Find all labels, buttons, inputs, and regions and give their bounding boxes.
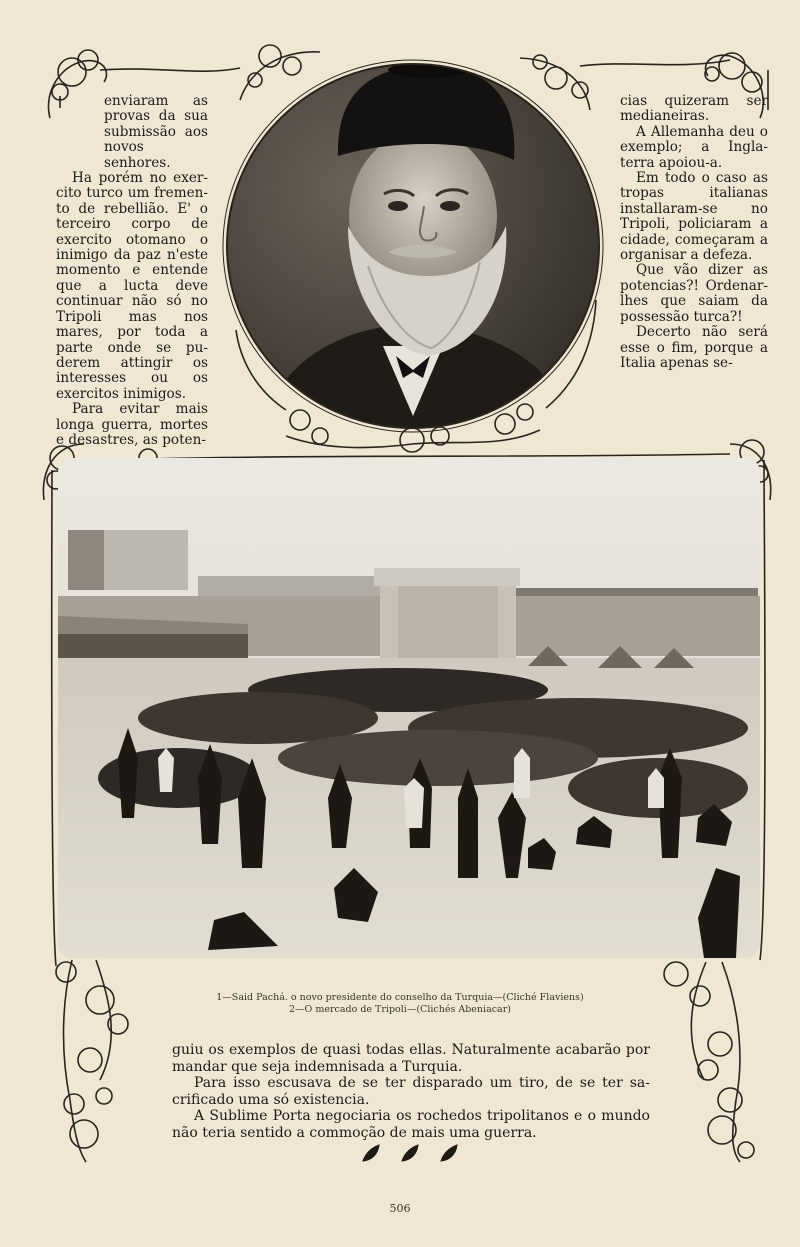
left-text-column bbox=[56, 94, 208, 448]
caption-portrait: 1—Said Pachá. o novo presidente do conselho da Turquia—(Cliché Flaviens) bbox=[216, 992, 584, 1003]
left-paragraph-3: Para evitar mais longa guerra, mortes e desastres, as poten- bbox=[56, 401, 208, 448]
right-paragraph-4: Que vão dizer as potencias?! Ordenar-lhes que saiam da possessão turca?! bbox=[620, 262, 768, 325]
photo-captions bbox=[150, 992, 650, 1016]
portrait-photo bbox=[218, 56, 608, 436]
page-number: 506 bbox=[389, 1202, 411, 1215]
bottom-paragraph-2: Para isso escusava de se ter disparado um tiro, de se ter sacrificado uma só existencia. bbox=[172, 1075, 650, 1108]
market-photo bbox=[58, 458, 760, 958]
right-paragraph-3: Em todo o caso as tropas italianas installaram-se no Tripoli, policiaram a cidade, começaram a organisar a defeza. bbox=[620, 170, 768, 264]
bottom-paragraph-1: guiu os exemplos de quasi todas ellas. Naturalmente acabarão por mandar que seja indemnisada a Turquia. bbox=[172, 1042, 650, 1075]
right-paragraph-5: Decerto não será esse o fim, porque a Italia apenas se- bbox=[620, 324, 768, 371]
fleuron-divider bbox=[360, 1142, 460, 1166]
leaf-icon bbox=[399, 1142, 421, 1164]
right-paragraph-1: cias quizeram ser medianeiras. bbox=[620, 93, 768, 125]
left-paragraph-1: enviaram as provas da sua submissão aos novos senhores. bbox=[104, 93, 208, 171]
portrait-medallion bbox=[218, 56, 608, 436]
right-paragraph-2: A Allemanha deu o exemplo; a Inglaterra apoiou-a. bbox=[620, 123, 768, 171]
bottom-text-block bbox=[172, 1042, 650, 1142]
leaf-icon bbox=[360, 1142, 382, 1164]
bottom-paragraph-3: A Sublime Porta negociaria os rochedos tripolitanos e o mundo não teria sentido a commoção de mais uma guerra. bbox=[172, 1108, 650, 1141]
leaf-icon bbox=[438, 1142, 460, 1164]
right-text-column bbox=[620, 94, 768, 371]
caption-market: 2—O mercado de Tripoli—(Clichés Abeniacar) bbox=[289, 1004, 511, 1015]
left-paragraph-2: Ha porém no exercito turco um fremento de rebellião. E' o terceiro corpo de exercito otomano o inimigo da paz n'este momento e entende que a lucta deve continuar não só no Tripoli mas nos mares, por toda a parte onde se puderem attingir os interesses ou os exercitos inimigos. bbox=[56, 170, 208, 402]
